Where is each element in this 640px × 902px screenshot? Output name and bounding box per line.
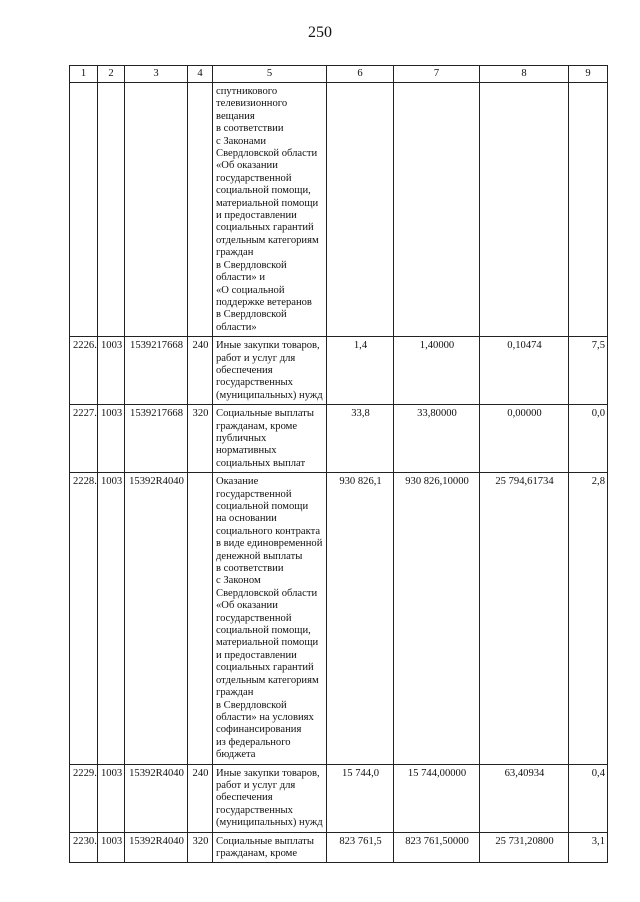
target-article-cell xyxy=(125,83,188,337)
percent-cell: 0,0 xyxy=(569,405,608,473)
approved-amount-cell: 15 744,00000 xyxy=(394,764,480,832)
expense-type-cell: 240 xyxy=(188,764,213,832)
table-row xyxy=(70,405,608,473)
approved-amount-cell: 823 761,50000 xyxy=(394,832,480,863)
budget-table xyxy=(69,65,608,863)
approved-amount-cell xyxy=(394,83,480,337)
executed-amount-cell: 0,10474 xyxy=(480,337,569,405)
percent-cell: 3,1 xyxy=(569,832,608,863)
expense-type-cell: 320 xyxy=(188,832,213,863)
planned-amount-cell: 15 744,0 xyxy=(327,764,394,832)
approved-amount-cell: 33,80000 xyxy=(394,405,480,473)
table-row xyxy=(70,83,608,337)
executed-amount-cell: 0,00000 xyxy=(480,405,569,473)
header-cell: 4 xyxy=(188,66,213,83)
expense-type-cell: 320 xyxy=(188,405,213,473)
approved-amount-cell: 930 826,10000 xyxy=(394,473,480,764)
header-cell: 6 xyxy=(327,66,394,83)
planned-amount-cell: 33,8 xyxy=(327,405,394,473)
section-code-cell: 1003 xyxy=(98,337,125,405)
expense-type-cell xyxy=(188,83,213,337)
row-number-cell: 2227. xyxy=(70,405,98,473)
percent-cell: 7,5 xyxy=(569,337,608,405)
target-article-cell: 15392R4040 xyxy=(125,473,188,764)
description-cell: Социальные выплаты гражданам, кроме публичных нормативных социальных выплат xyxy=(213,405,327,473)
target-article-cell: 15392R4040 xyxy=(125,764,188,832)
percent-cell: 2,8 xyxy=(569,473,608,764)
section-code-cell: 1003 xyxy=(98,473,125,764)
header-cell: 2 xyxy=(98,66,125,83)
header-cell: 3 xyxy=(125,66,188,83)
table-header-row xyxy=(70,66,608,83)
executed-amount-cell: 25 731,20800 xyxy=(480,832,569,863)
section-code-cell: 1003 xyxy=(98,764,125,832)
executed-amount-cell: 25 794,61734 xyxy=(480,473,569,764)
page-number: 250 xyxy=(308,24,332,41)
approved-amount-cell: 1,40000 xyxy=(394,337,480,405)
expense-type-cell xyxy=(188,473,213,764)
row-number-cell: 2226. xyxy=(70,337,98,405)
planned-amount-cell xyxy=(327,83,394,337)
section-code-cell xyxy=(98,83,125,337)
header-cell: 8 xyxy=(480,66,569,83)
description-cell: Социальные выплаты гражданам, кроме xyxy=(213,832,327,863)
planned-amount-cell: 930 826,1 xyxy=(327,473,394,764)
row-number-cell: 2230. xyxy=(70,832,98,863)
description-cell: Оказание государственной социальной помощи на основании социального контракта в виде единовременной денежной выплаты в соответствии с Законом Свердловской области «Об оказании государственной социальной помощи, материальной помощи и предоставлении социальных гарантий отдельным категориям граждан в Свердловской области» на условиях софинансирования из федерального бюджета xyxy=(213,473,327,764)
section-code-cell: 1003 xyxy=(98,405,125,473)
row-number-cell: 2228. xyxy=(70,473,98,764)
target-article-cell: 1539217668 xyxy=(125,337,188,405)
description-cell: спутникового телевизионного вещания в соответствии с Законами Свердловской области «Об оказании государственной социальной помощи, материальной помощи и предоставлении социальных гарантий отдельным категориям граждан в Свердловской области» и «О социальной поддержке ветеранов в Свердловской области» xyxy=(213,83,327,337)
description-cell: Иные закупки товаров, работ и услуг для обеспечения государственных (муниципальных) нужд xyxy=(213,764,327,832)
target-article-cell: 1539217668 xyxy=(125,405,188,473)
row-number-cell xyxy=(70,83,98,337)
table-row xyxy=(70,473,608,764)
target-article-cell: 15392R4040 xyxy=(125,832,188,863)
expense-type-cell: 240 xyxy=(188,337,213,405)
header-cell: 1 xyxy=(70,66,98,83)
executed-amount-cell: 63,40934 xyxy=(480,764,569,832)
row-number-cell: 2229. xyxy=(70,764,98,832)
percent-cell xyxy=(569,83,608,337)
section-code-cell: 1003 xyxy=(98,832,125,863)
table-row xyxy=(70,337,608,405)
table-row xyxy=(70,764,608,832)
header-cell: 7 xyxy=(394,66,480,83)
table-row xyxy=(70,832,608,863)
header-cell: 5 xyxy=(213,66,327,83)
description-cell: Иные закупки товаров, работ и услуг для обеспечения государственных (муниципальных) нужд xyxy=(213,337,327,405)
planned-amount-cell: 823 761,5 xyxy=(327,832,394,863)
executed-amount-cell xyxy=(480,83,569,337)
planned-amount-cell: 1,4 xyxy=(327,337,394,405)
percent-cell: 0,4 xyxy=(569,764,608,832)
header-cell: 9 xyxy=(569,66,608,83)
